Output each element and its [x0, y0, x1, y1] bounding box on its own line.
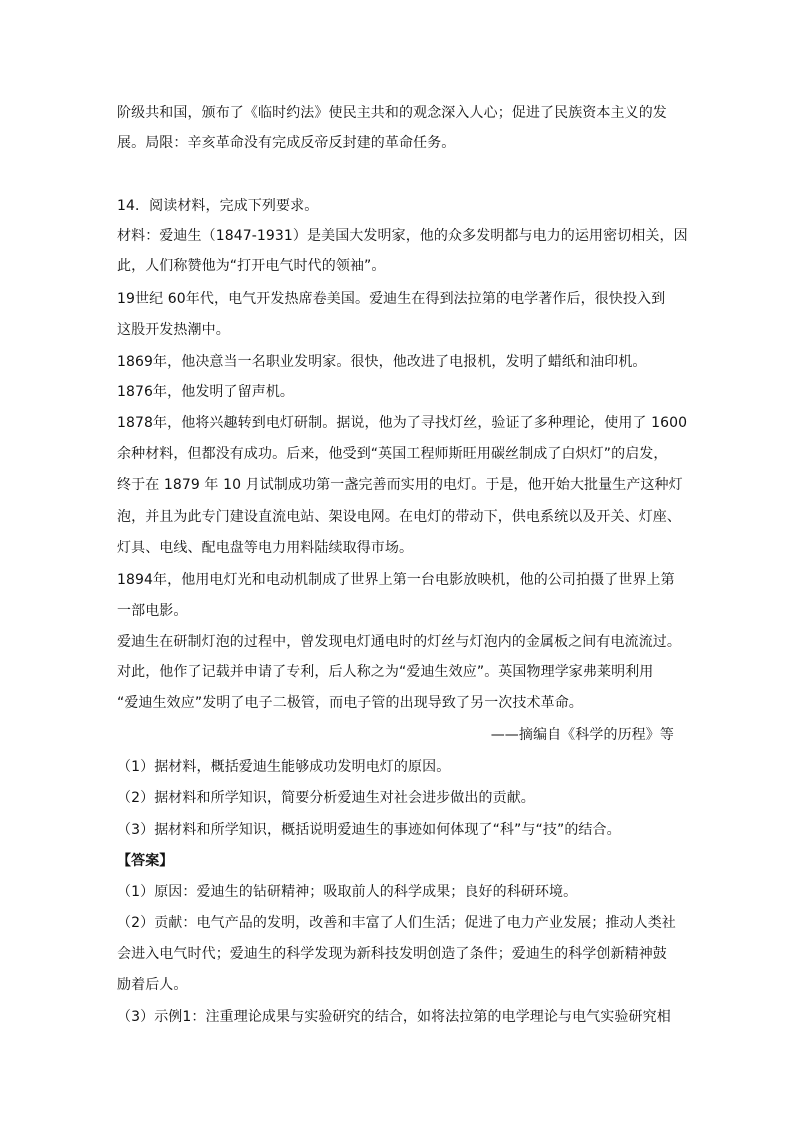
- text-line: 19世纪 60年代，电气开发热席卷美国。爱迪生在得到法拉第的电学著作后，很快投入到: [117, 291, 666, 307]
- question-heading: 14．阅读材料，完成下列要求。: [117, 198, 319, 214]
- text-line: “爱迪生效应”发明了电子二极管，而电子管的出现导致了另一次技术革命。: [117, 695, 583, 711]
- sub-question-1: （1）据材料，概括爱迪生能够成功发明电灯的原因。: [117, 759, 451, 775]
- source-attribution: ——摘编自《科学的历程》等: [490, 727, 674, 743]
- text-line: 灯具、电线、配电盘等电力用料陆续取得市场。: [117, 540, 414, 556]
- text-line: 一部电影。: [117, 603, 188, 619]
- answer-heading: 【答案】: [117, 853, 174, 869]
- answer-2: （2）贡献：电气产品的发明，改善和丰富了人们生活；促进了电力产业发展；推动人类社: [117, 915, 676, 931]
- text-line: 爱迪生在研制灯泡的过程中，曾发现电灯通电时的灯丝与灯泡内的金属板之间有电流流过。: [117, 634, 681, 650]
- text-line: 阶级共和国，颁布了《临时约法》使民主共和的观念深入人心；促进了民族资本主义的发: [117, 105, 667, 121]
- text-line: 1894年，他用电灯光和电动机制成了世界上第一台电影放映机，他的公司拍摄了世界上第: [117, 572, 675, 588]
- text-line: 余种材料，但都没有成功。后来，他受到“英国工程师斯旺用碳丝制成了白炽灯”的启发，: [117, 446, 668, 462]
- text-line: 1869年，他决意当一名职业发明家。很快，他改进了电报机，发明了蜡纸和油印机。: [117, 354, 647, 370]
- sub-question-2: （2）据材料和所学知识，简要分析爱迪生对社会进步做出的贡献。: [117, 790, 535, 806]
- text-line: 材料：爱迪生（1847-1931）是美国大发明家，他的众多发明都与电力的运用密切相关，因: [117, 228, 688, 244]
- text-line: 此，人们称赞他为“打开电气时代的领袖”。: [117, 258, 386, 274]
- text-line: 会进入电气时代；爱迪生的科学发现为新科技发明创造了条件；爱迪生的科学创新精神鼓: [117, 946, 667, 962]
- answer-1: （1）原因：爱迪生的钻研精神；吸取前人的科学成果；良好的科研环境。: [117, 884, 578, 900]
- text-line: 励着后人。: [117, 977, 188, 993]
- text-line: 泡，并且为此专门建设直流电站、架设电网。在电灯的带动下，供电系统以及开关、灯座、: [117, 509, 681, 525]
- answer-3: （3）示例1：注重理论成果与实验研究的结合，如将法拉第的电学理论与电气实验研究相: [117, 1009, 671, 1025]
- sub-question-3: （3）据材料和所学知识，概括说明爱迪生的事迹如何体现了“科”与“技”的结合。: [117, 822, 621, 838]
- text-line: 这股开发热潮中。: [117, 322, 230, 338]
- text-line: 1878年，他将兴趣转到电灯研制。据说，他为了寻找灯丝，验证了多种理论，使用了 1600: [117, 415, 688, 431]
- text-line: 1876年，他发明了留声机。: [117, 384, 295, 400]
- text-line: 终于在 1879 年 10 月试制成功第一盏完善而实用的电灯。于是，他开始大批量生产这种灯: [117, 477, 683, 493]
- text-line: 对此，他作了记载并申请了专利，后人称之为“爱迪生效应”。英国物理学家弗莱明利用: [117, 664, 654, 680]
- text-line: 展。局限：辛亥革命没有完成反帝反封建的革命任务。: [117, 135, 456, 151]
